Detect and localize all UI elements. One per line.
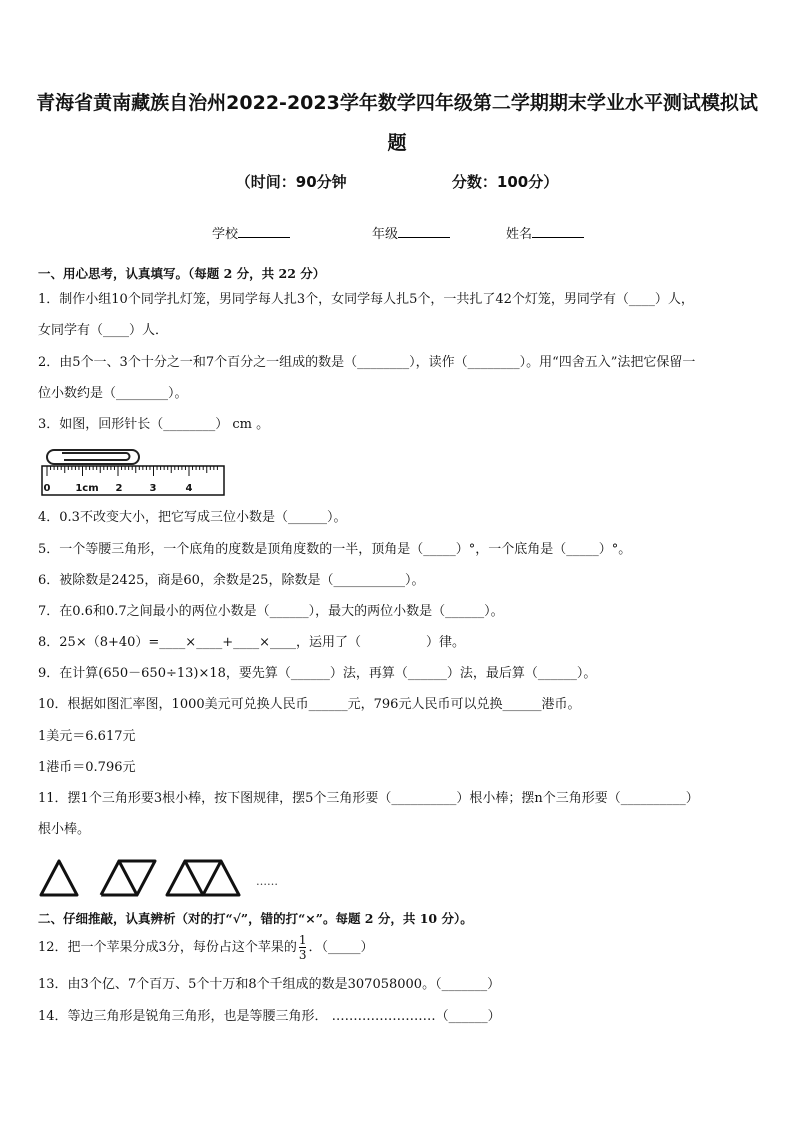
- ruler-label-0: 0: [43, 483, 51, 494]
- paperclip-image: [47, 450, 139, 464]
- question-7: 7．在0.6和0.7之间最小的两位小数是（______），最大的两位小数是（______）。: [38, 604, 504, 619]
- total-score: 分数：100分）: [451, 173, 559, 191]
- exchange-rate-hkd: 1港币＝0.796元: [38, 760, 136, 775]
- section2-heading: 二、仔细推敲，认真辨析（对的打“√”，错的打“×”。每题 2 分，共 10 分）。: [38, 911, 473, 926]
- question-2b: 位小数约是（________）。: [38, 386, 188, 401]
- ruler-label-2: 2: [115, 483, 123, 494]
- ruler-label-3: 3: [149, 483, 157, 494]
- pattern-2-triangles: [101, 861, 155, 895]
- ruler-label-1: 1cm: [75, 483, 99, 494]
- exam-info: [0, 171, 794, 192]
- pattern-ellipsis: ……: [256, 875, 278, 888]
- question-5: 5．一个等腰三角形，一个底角的度数是顶角度数的一半，顶角是（_____）°，一个底角是（_____）°。: [38, 542, 632, 557]
- question-3: 3．如图，回形针长（________） cm 。: [38, 417, 270, 432]
- pattern-3-triangles: [167, 861, 239, 895]
- time-limit: （时间：90分钟: [235, 173, 347, 191]
- ruler-body: [42, 466, 224, 495]
- section1-heading: 一、用心思考，认真填写。（每题 2 分，共 22 分）: [38, 266, 326, 281]
- question-4: 4．0.3不改变大小，把它写成三位小数是（______）。: [38, 510, 347, 525]
- one-third-fraction: $\frac{1}{3}$: [298, 933, 307, 962]
- exam-title-line1: 青海省黄南藏族自治州2022-2023学年数学四年级第二学期期末学业水平测试模拟试: [36, 92, 758, 114]
- question-9: 9．在计算(650－650÷13)×18，要先算（______）法，再算（______）法，最后算（______）。: [38, 666, 597, 681]
- question-12: 12．把一个苹果分成3分，每份占这个苹果的 $\frac{1}{3}$ ．（_____）: [38, 933, 374, 962]
- ruler-label-4: 4: [185, 483, 193, 494]
- question-8: 8．25×（8+40）=____×____+____×____，运用了（ ）律。: [38, 635, 465, 650]
- question-14: 14．等边三角形是锐角三角形，也是等腰三角形． ……………………（______）: [38, 1009, 501, 1024]
- question-11b: 根小棒。: [38, 822, 91, 837]
- exam-title-line2: 题: [387, 132, 407, 154]
- pattern-1-triangle: [41, 861, 77, 895]
- grade-field: 年级: [372, 223, 450, 242]
- question-13: 13．由3个亿、7个百万、5个十万和8个千组成的数是307058000。（_______）: [38, 977, 501, 992]
- exchange-rate-usd: 1美元＝6.617元: [38, 729, 136, 744]
- question-6: 6．被除数是2425，商是60，余数是25，除数是（___________）。: [38, 573, 425, 588]
- question-11a: 11．摆1个三角形要3根小棒，按下图规律，摆5个三角形要（__________）根小棒；摆n个三角形要（__________）: [38, 791, 699, 806]
- question-2a: 2．由5个一、3个十分之一和7个百分之一组成的数是（________），读作（________）。用“四舍五入”法把它保留一: [38, 355, 696, 370]
- ruler-with-paperclip: [40, 442, 230, 497]
- triangle-pattern-figure: [38, 855, 298, 900]
- question-10: 10．根据如图汇率图，1000美元可兑换人民币______元，796元人民币可以兑换______港币。: [38, 697, 581, 712]
- question-1b: 女同学有（____）人．: [38, 323, 169, 338]
- name-field: 姓名: [506, 223, 584, 242]
- question-1a: 1．制作小组10个同学扎灯笼，男同学每人扎3个，女同学每人扎5个，一共扎了42个灯笼，男同学有（____）人，: [38, 292, 694, 307]
- school-field: 学校: [212, 223, 290, 242]
